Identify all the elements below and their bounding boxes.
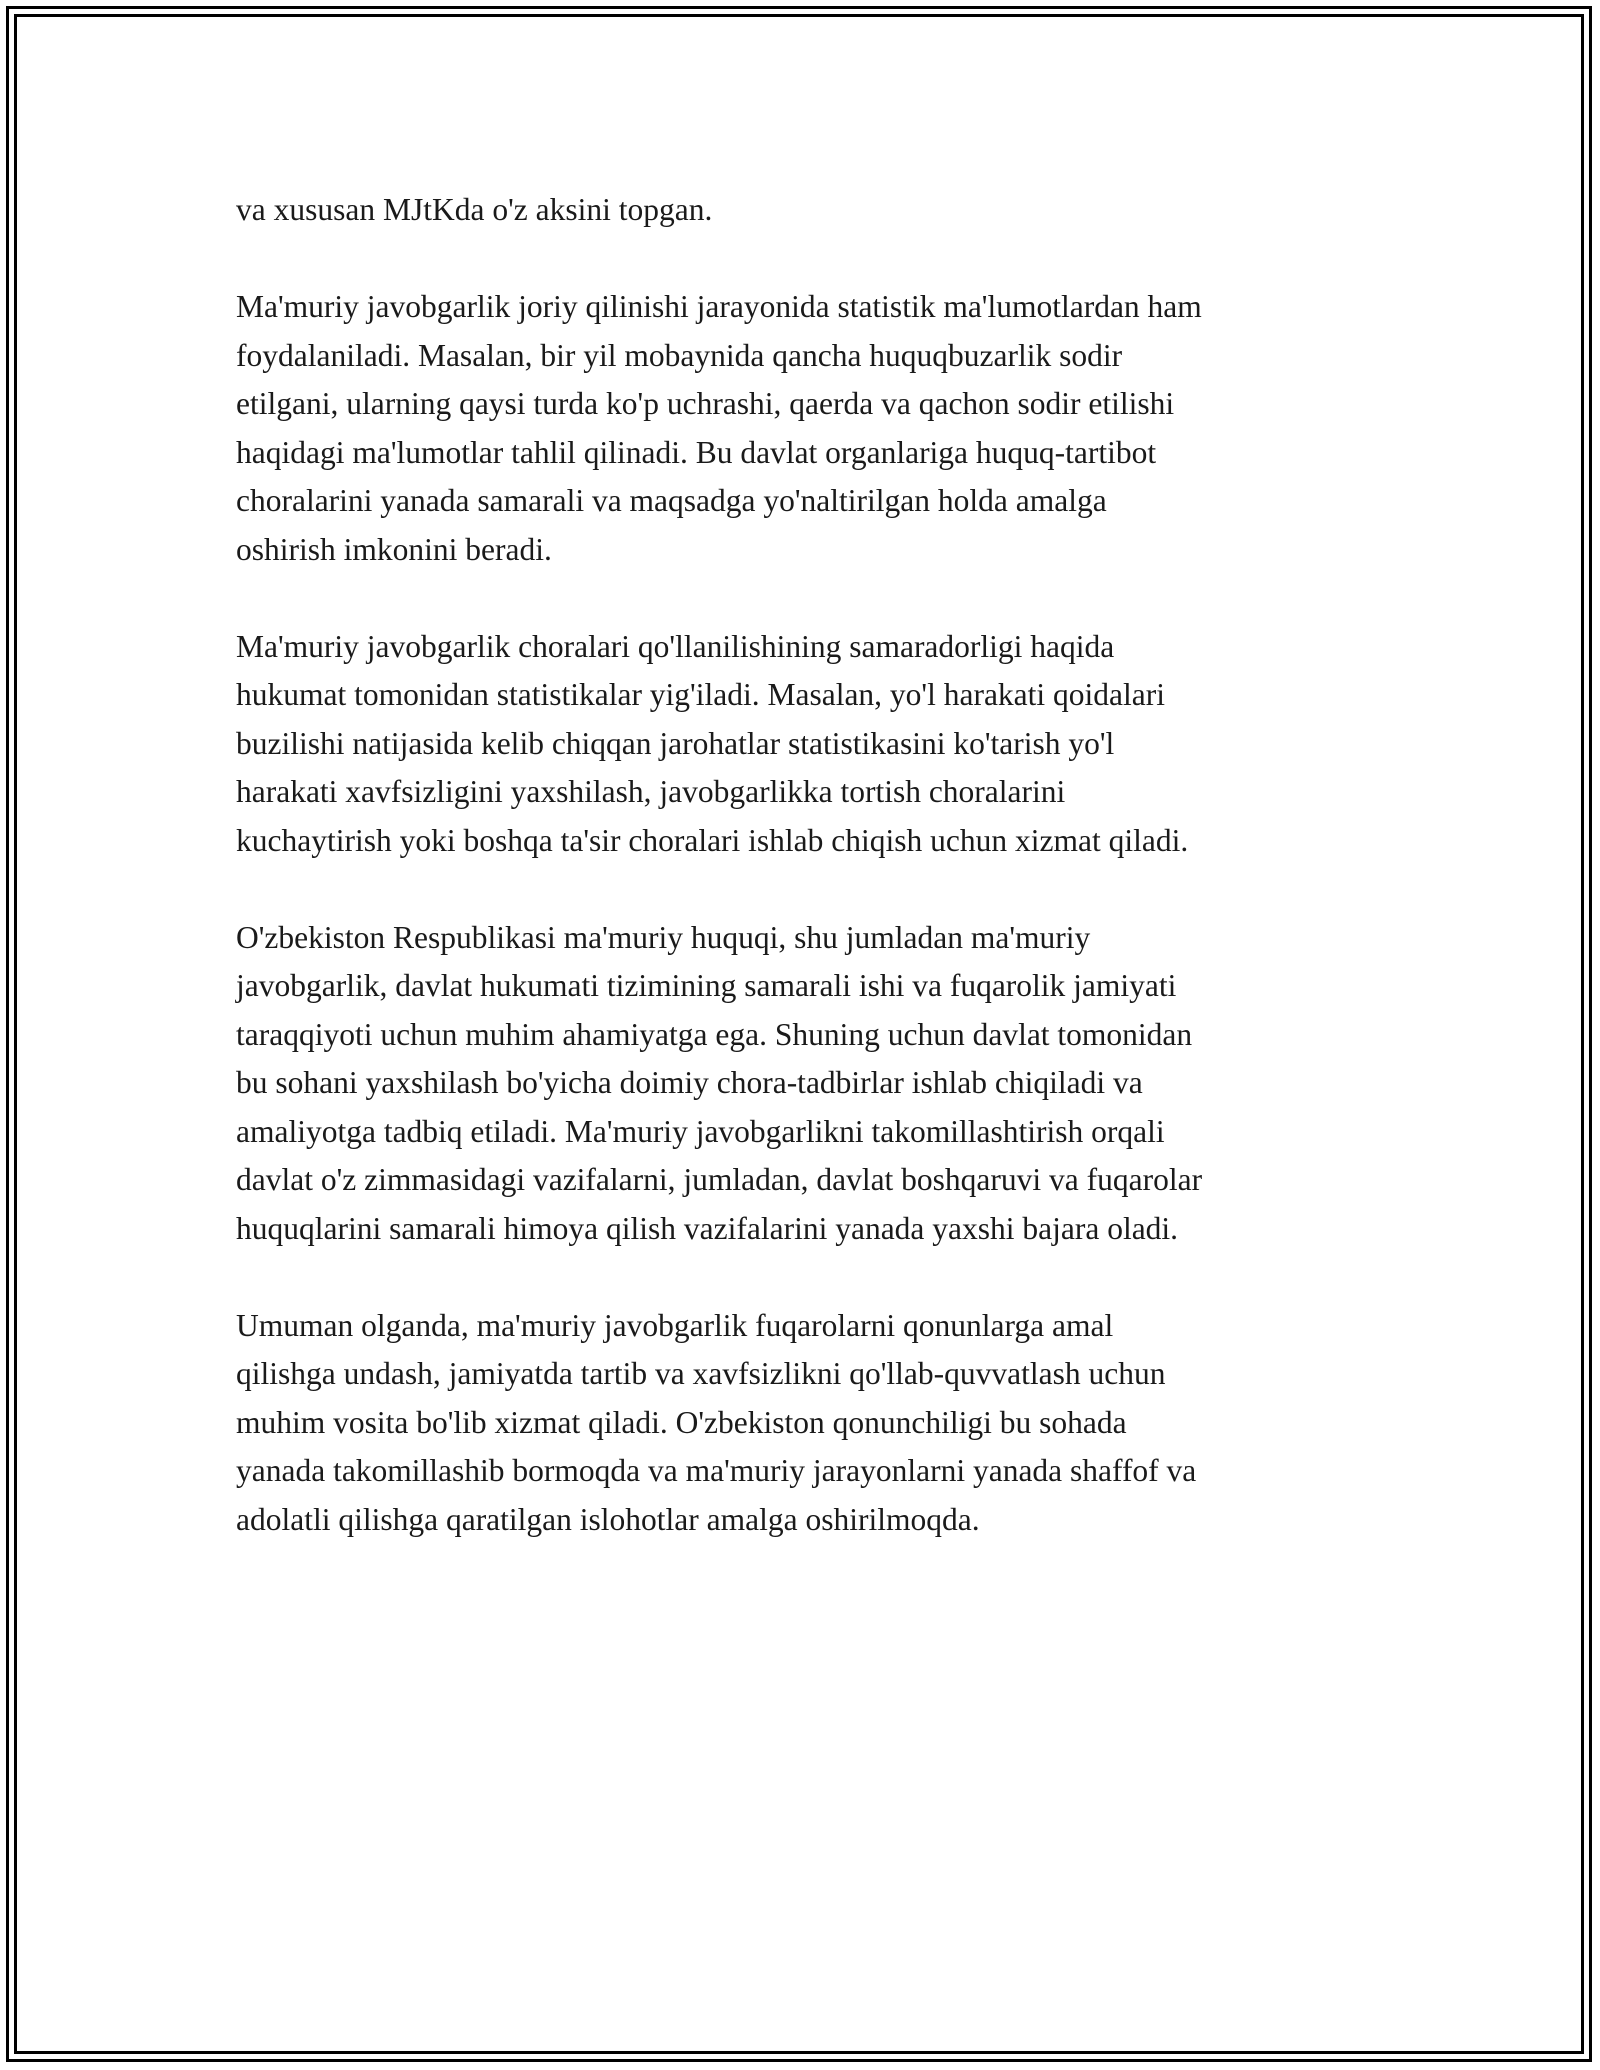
paragraph-statistics-use: Ma'muriy javobgarlik joriy qilinishi jarayonida statistik ma'lumotlardan ham foydalaniladi. Masalan, bir yil mobaynida qancha huquqbuzarlik sodir etilgani, ularning qaysi turda ko'p uchrashi, qaerda va qachon sodir etilishi haqidagi ma'lumotlar tahlil qilinadi. Bu davlat organlariga huquq-tartibot choralarini yanada samarali va maqsadga yo'naltirilgan holda amalga oshirish imkonini beradi. xyxy=(236,289,1202,567)
document-body xyxy=(236,186,1386,1593)
paragraph-continuation: va xususan MJtKda o'z aksini topgan. xyxy=(236,192,713,227)
paragraph-effectiveness-statistics: Ma'muriy javobgarlik choralari qo'llanilishining samaradorligi haqida hukumat tomonidan statistikalar yig'iladi. Masalan, yo'l harakati qoidalari buzilishi natijasida kelib chiqqan jarohatlar statistikasini ko'tarish yo'l harakati xavfsizligini yaxshilash, javobgarlikka tortish choralarini kuchaytirish yoki boshqa ta'sir choralari ishlab chiqish uchun xizmat qiladi. xyxy=(236,628,1189,858)
paragraph-administrative-law-importance: O'zbekiston Respublikasi ma'muriy huquqi, shu jumladan ma'muriy javobgarlik, davlat hukumati tizimining samarali ishi va fuqarolik jamiyati taraqqiyoti uchun muhim ahamiyatga ega. Shuning uchun davlat tomonidan bu sohani yaxshilash bo'yicha doimiy chora-tadbirlar ishlab chiqiladi va amaliyotga tadbiq etiladi. Ma'muriy javobgarlikni takomillashtirish orqali davlat o'z zimmasidagi vazifalarni, jumladan, davlat boshqaruvi va fuqarolar huquqlarini samarali himoya qilish vazifalarini yanada yaxshi bajara oladi. xyxy=(236,919,1203,1246)
paragraph-conclusion: Umuman olganda, ma'muriy javobgarlik fuqarolarni qonunlarga amal qilishga undash, jamiyatda tartib va xavfsizlikni qo'llab-quvvatlash uchun muhim vosita bo'lib xizmat qiladi. O'zbekiston qonunchiligi bu sohada yanada takomillashib bormoqda va ma'muriy jarayonlarni yanada shaffof va adolatli qilishga qaratilgan islohotlar amalga oshirilmoqda. xyxy=(236,1307,1197,1537)
